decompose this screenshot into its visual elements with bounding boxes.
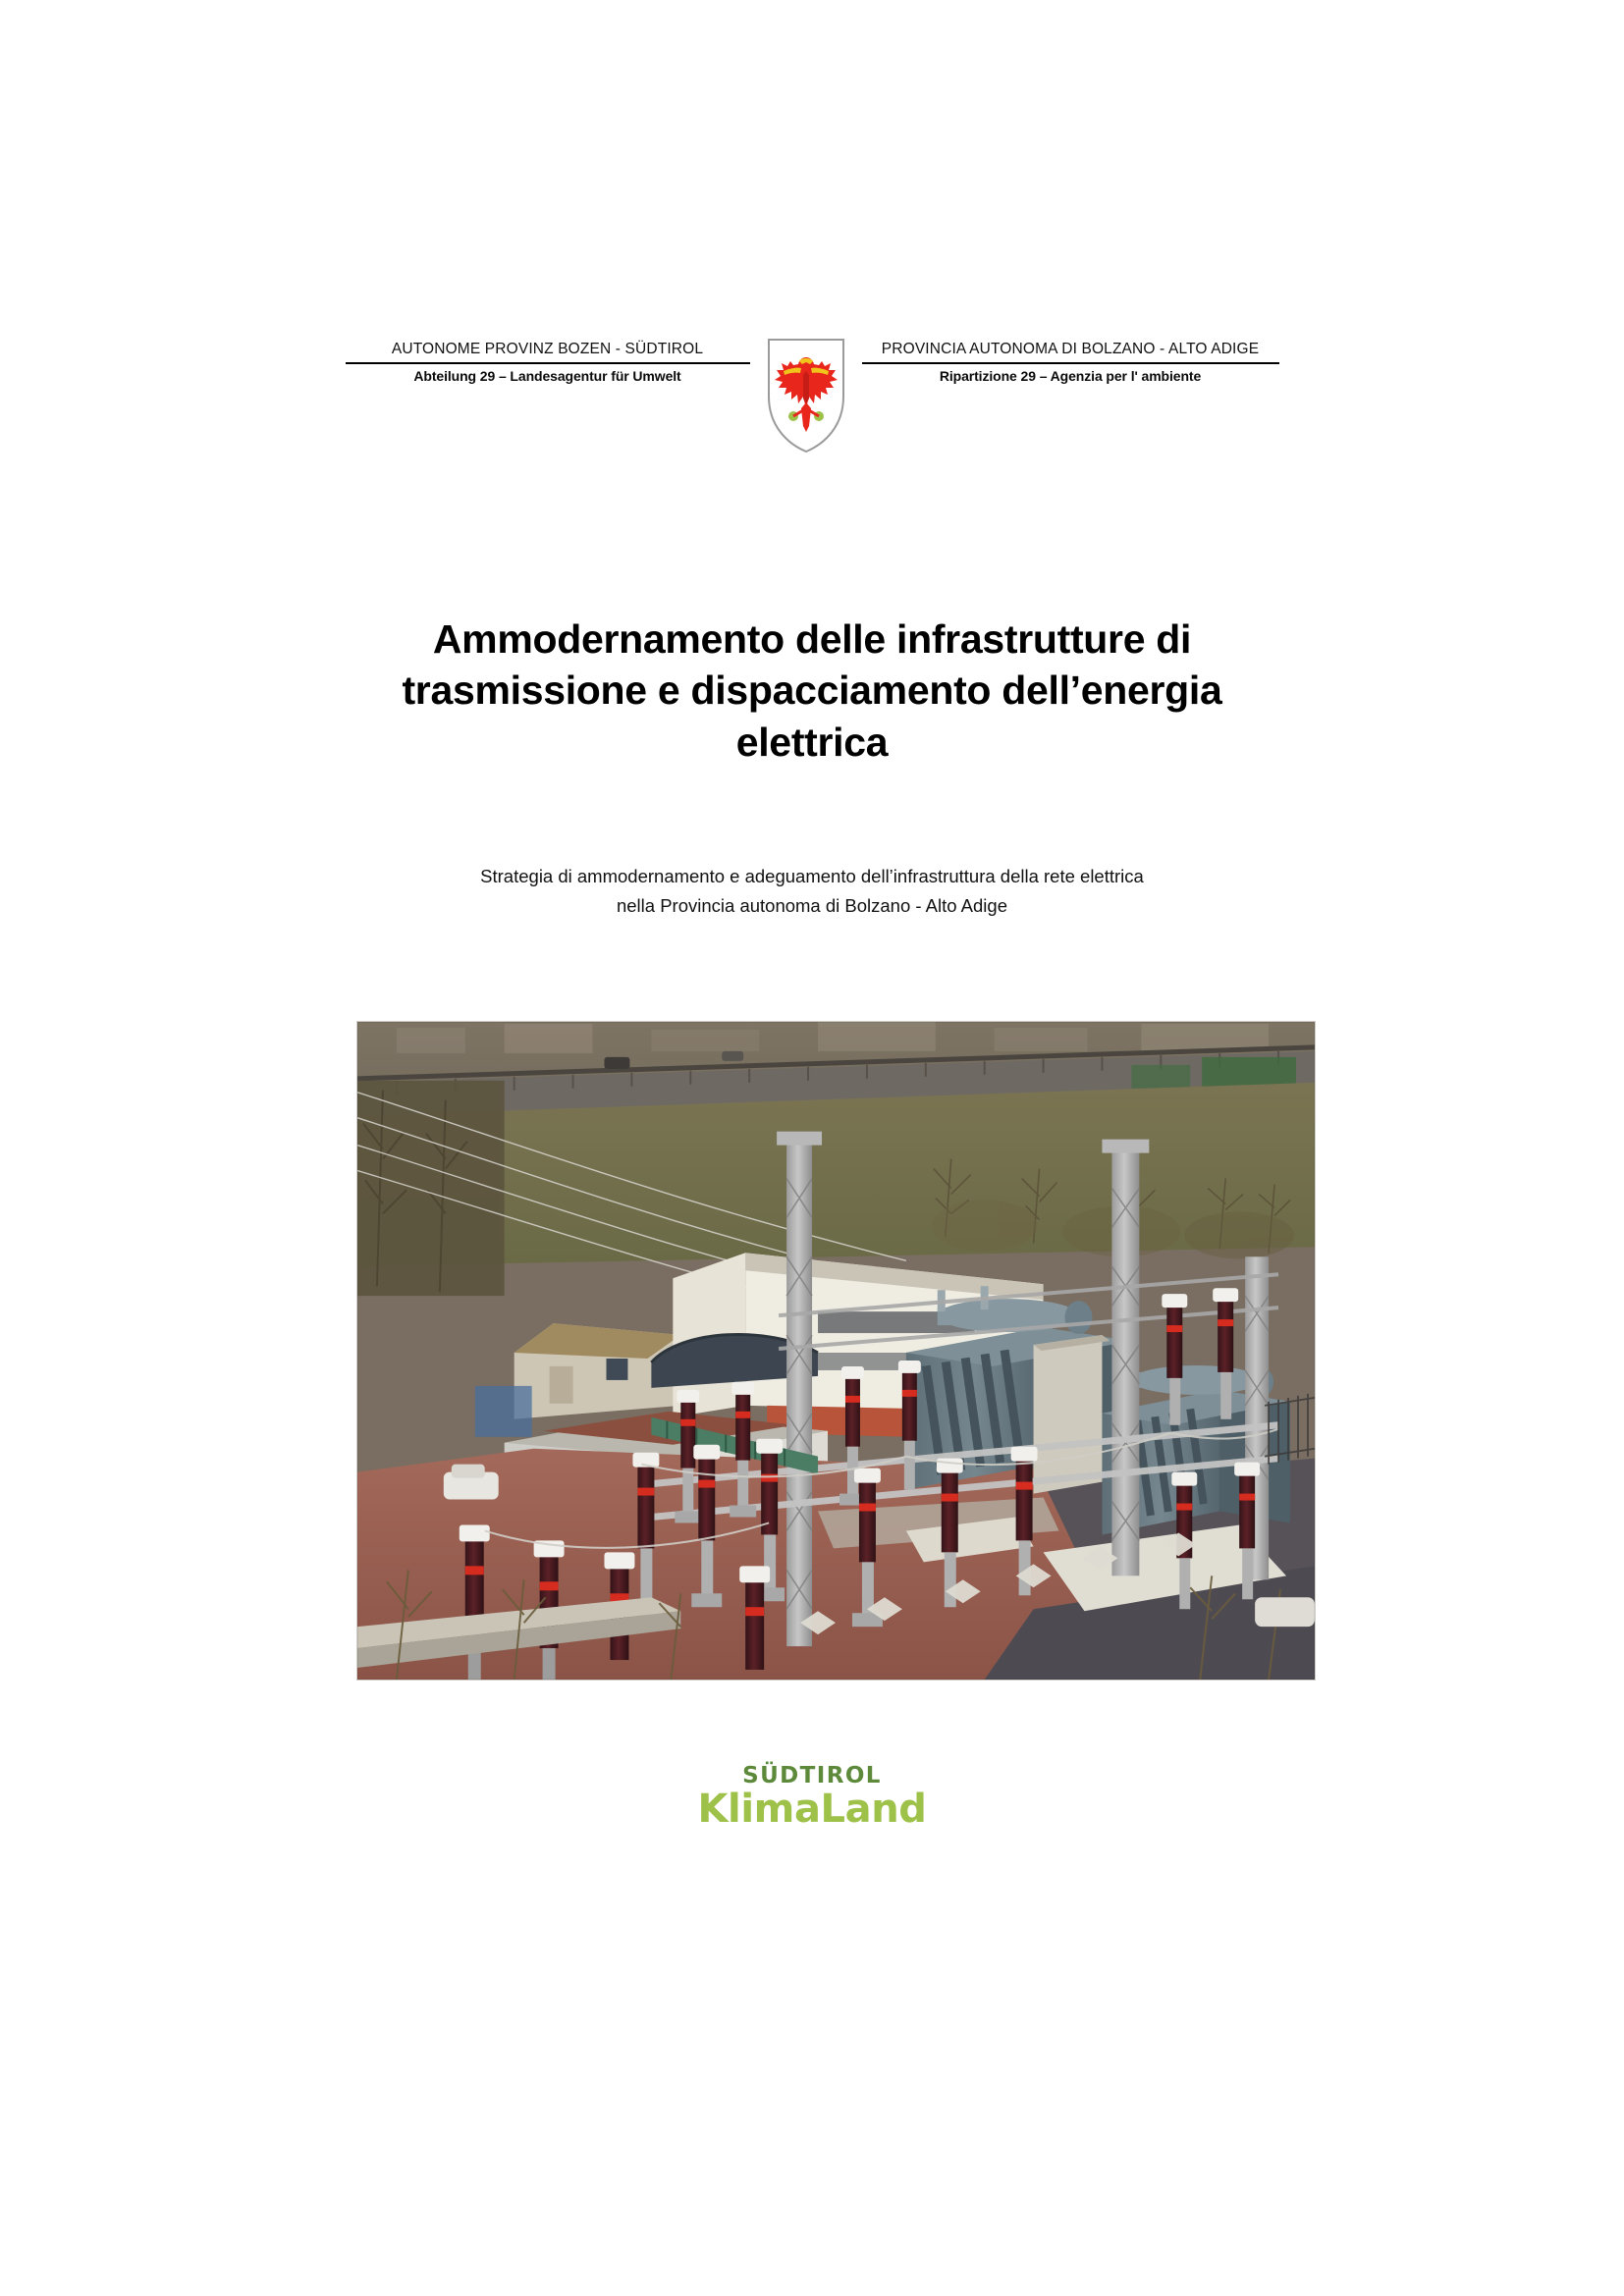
klimaland-logo: [665, 1763, 959, 1832]
document-subtitle-line-1: Strategia di ammodernamento e adeguamento dell’infrastruttura della rete elettrica: [480, 866, 1144, 886]
letterhead-italian-rule: [862, 362, 1279, 364]
document-subtitle-line-2: nella Provincia autonoma di Bolzano - Alto Adige: [616, 894, 1007, 916]
page-title: [341, 614, 1283, 768]
letterhead-italian: [862, 330, 1279, 384]
letterhead: [0, 330, 1624, 455]
klimaland-logo-klimaland: KlimaLand: [697, 1787, 927, 1832]
letterhead-italian-authority: PROVINCIA AUTONOMA DI BOLZANO - ALTO ADIGE: [881, 341, 1260, 357]
document-title-line-1: Ammodernamento delle infrastrutture di: [432, 616, 1192, 662]
letterhead-italian-department: Ripartizione 29 – Agenzia per l' ambiente: [939, 367, 1202, 384]
south-tyrol-eagle-coat-of-arms-icon: [764, 336, 848, 455]
document-title: [341, 614, 1283, 768]
letterhead-german-department: Abteilung 29 – Landesagentur für Umwelt: [413, 367, 681, 384]
klimaland-logo-sudtirol: SÜDTIROL: [742, 1763, 882, 1789]
letterhead-german: [346, 330, 750, 384]
document-title-line-3: elettrica: [735, 719, 889, 765]
letterhead-german-authority: AUTONOME PROVINZ BOZEN - SÜDTIROL: [391, 341, 704, 357]
document-title-line-2: trasmissione e dispacciamento dell’energia: [402, 667, 1222, 714]
document-subtitle: [321, 862, 1303, 921]
letterhead-german-rule: [346, 362, 750, 364]
cover-photograph: [356, 1021, 1316, 1681]
